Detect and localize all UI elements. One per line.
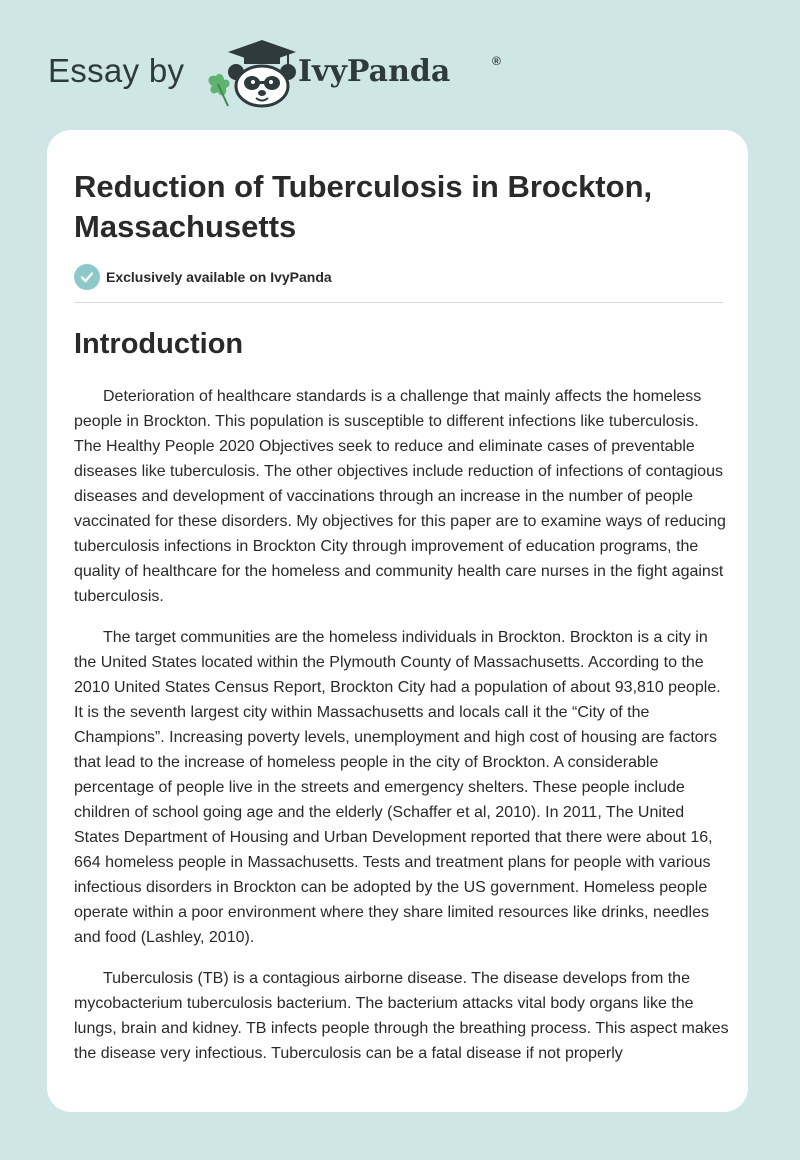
checkmark-icon [74,264,100,290]
exclusive-badge-label: Exclusively available on IvyPanda [106,269,332,285]
paragraph: Deterioration of healthcare standards is a challenge that mainly affects the homeless people in Brockton. This population is susceptible to different infections like tuberculosis. The Healthy People 2020 Objectives seek to reduce and eliminate cases of preventable diseases like tuberculosis. The other objectives include reduction of infections of contagious diseases and development of vaccinations through an increase in the number of people vaccinated for these disorders. My objectives for this paper are to examine ways of reducing tuberculosis infections in Brockton City through improvement of education programs, the quality of healthcare for the homeless and community health care nurses in the fight against tuberculosis. [74,388,726,605]
essay-card [47,130,748,1112]
page-title: Reduction of Tuberculosis in Brockton, Massachusetts [74,169,653,244]
title-divider [74,302,723,303]
essay-by-label: Essay by [48,52,185,89]
paragraph: Tuberculosis (TB) is a contagious airborne disease. The disease develops from the mycobacterium tuberculosis bacterium. The bacterium attacks vital body organs like the lungs, brain and kidney. TB infects people through the breathing process. This aspect makes the disease very infectious. Tuberculosis can be a fatal disease if not properly [74,970,729,1062]
paragraph: The target communities are the homeless individuals in Brockton. Brockton is a city in the United States located within the Plymouth County of Massachusetts. According to the 2010 United States Census Report, Brockton City had a population of about 93,810 people. It is the seventh largest city within Massachusetts and locals call it the “City of the Champions”. Increasing poverty levels, unemployment and high cost of housing are factors that lead to the increase of homeless people in the city of Brockton. A considerable percentage of people live in the streets and emergency shelters. These people include children of school going age and the elderly (Schaffer et al, 2010). In 2011, The United States Department of Housing and Urban Development reported that there were about 16, 664 homeless people in Massachusetts. Tests and treatment plans for people with various infectious disorders in Brockton can be adopted by the US government. Homeless people operate within a poor environment where they share limited resources like drinks, needles and food (Lashley, 2010). [74,629,721,946]
exclusive-badge [74,264,332,290]
site-header [48,36,508,106]
ivy-leaf-icon [209,74,230,106]
section-heading: Introduction [74,328,244,360]
panda-graduate-icon [202,36,298,108]
ivypanda-logo-link[interactable] [202,36,298,108]
registered-mark: ® [492,54,501,68]
essay-body [74,384,729,1082]
brand-name: IvyPanda [298,54,451,89]
